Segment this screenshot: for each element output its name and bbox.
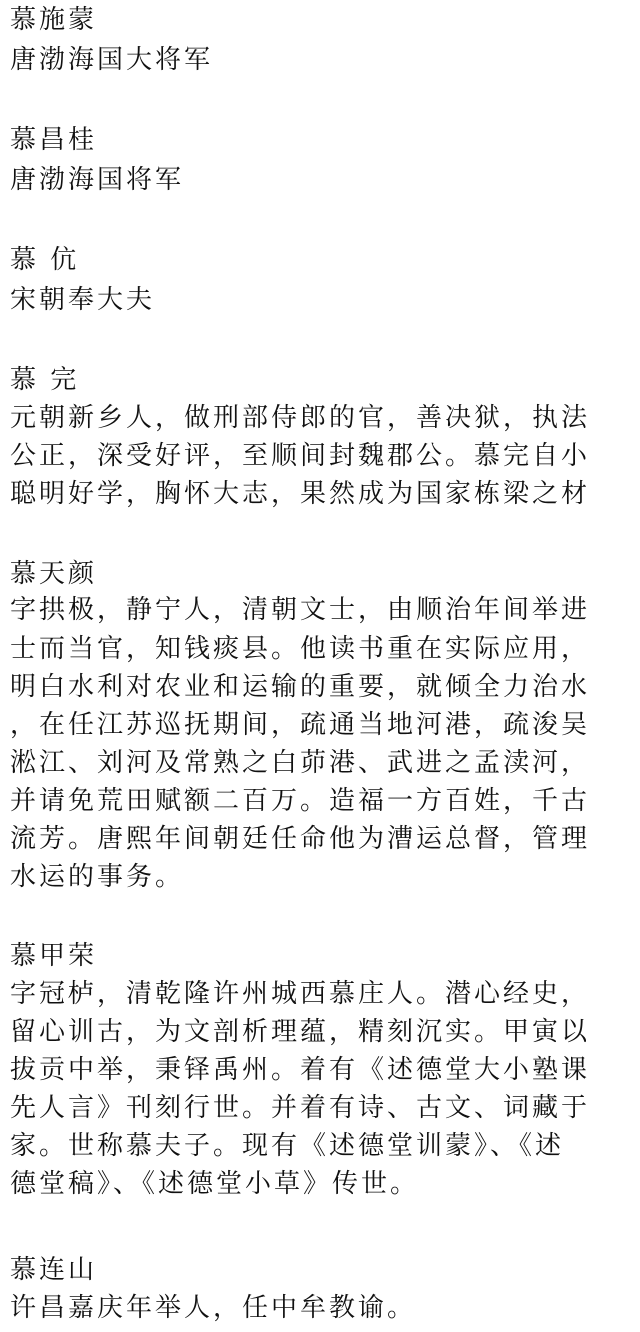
entry-text-line: 水运的事务。 bbox=[10, 862, 185, 892]
entry-name: 慕连山 bbox=[10, 1255, 98, 1285]
entry-text-line: 淞江、刘河及常熟之白茆港、武进之孟渎河， bbox=[10, 748, 591, 778]
entry-text-line: 唐渤海国大将军 bbox=[10, 45, 214, 75]
entry-text-line: 家。世称慕夫子。现有《述德堂训蒙》、《述 bbox=[10, 1131, 565, 1161]
entry-text-line: 公正，深受好评，至顺间封魏郡公。慕完自小 bbox=[10, 441, 591, 471]
entry-text-line: 德堂稿》、《述德堂小草》传世。 bbox=[10, 1169, 420, 1199]
entry-text-line: 流芳。唐熙年间朝廷任命他为漕运总督，管理 bbox=[10, 824, 591, 854]
entry-name: 慕甲荣 bbox=[10, 941, 98, 971]
entry-text-line: 留心训古，为文剖析理蕴，精刻沉实。甲寅以 bbox=[10, 1017, 591, 1047]
entry-text-line: ，在任江苏巡抚期间，疏通当地河港，疏浚吴 bbox=[10, 710, 591, 740]
entry-text-line: 字冠栌，清乾隆许州城西慕庄人。潜心经史， bbox=[10, 979, 591, 1009]
entry-text-line: 唐渤海国将军 bbox=[10, 165, 185, 195]
entry-name: 慕 完 bbox=[10, 365, 80, 395]
entry-text-line: 并请免荒田赋额二百万。造福一方百姓，千古 bbox=[10, 786, 591, 816]
entry-text-line: 许昌嘉庆年举人，任中牟教谕。 bbox=[10, 1293, 417, 1323]
entry-text-line: 宋朝奉大夫 bbox=[10, 285, 156, 315]
entry-text-line: 拔贡中举，秉铎禹州。着有《述德堂大小塾课 bbox=[10, 1055, 591, 1085]
entry-text-line: 字拱极，静宁人，清朝文士，由顺治年间举进 bbox=[10, 595, 591, 625]
entry-name: 慕 伉 bbox=[10, 245, 80, 275]
entry-text-line: 明白水利对农业和运输的重要，就倾全力治水 bbox=[10, 672, 591, 702]
entry-name: 慕施蒙 bbox=[10, 5, 98, 35]
entry-text-line: 聪明好学，胸怀大志，果然成为国家栋梁之材 bbox=[10, 479, 591, 509]
entry-text-line: 元朝新乡人，做刑部侍郎的官，善决狱，执法 bbox=[10, 403, 591, 433]
entry-text-line: 先人言》刊刻行世。并着有诗、古文、词藏于 bbox=[10, 1093, 591, 1123]
entry-name: 慕天颜 bbox=[10, 559, 98, 589]
entry-name: 慕昌桂 bbox=[10, 125, 98, 155]
entry-text-line: 士而当官，知钱痰县。他读书重在实际应用， bbox=[10, 634, 591, 664]
